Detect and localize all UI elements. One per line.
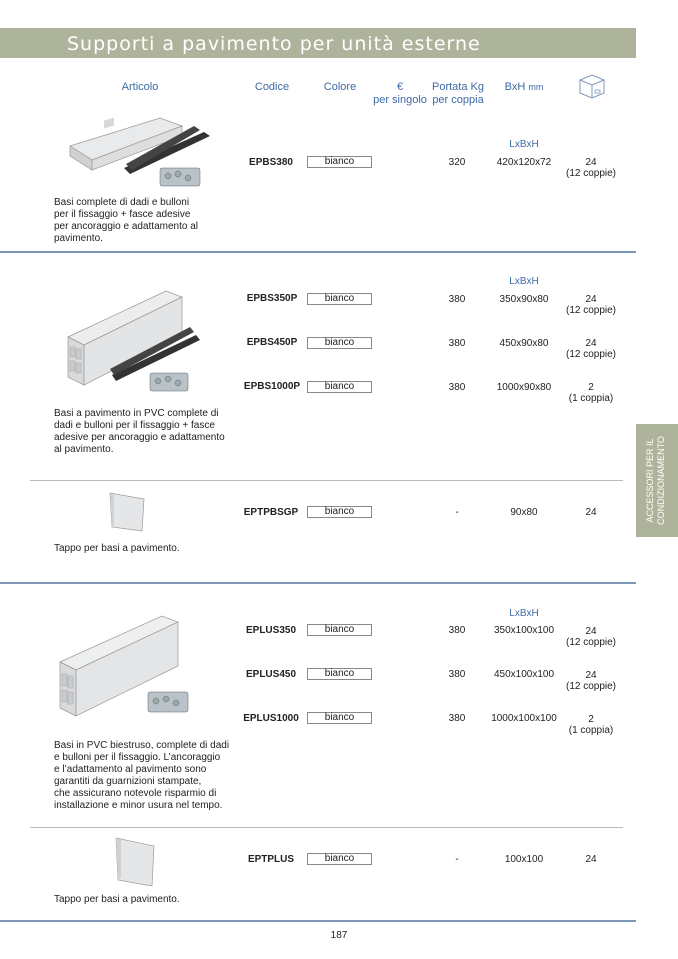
header-portata — [430, 81, 486, 107]
header-prezzo-sub: per singolo — [373, 94, 427, 106]
pack-qty — [555, 670, 627, 692]
box-icon — [578, 73, 606, 99]
desc-line: al pavimento. — [54, 444, 114, 455]
color-field: bianco — [307, 156, 372, 168]
color-field: bianco — [307, 293, 372, 305]
pack-qty-sub: (12 coppie) — [565, 681, 617, 692]
product-code: EPTPBSGP — [243, 507, 299, 518]
header-articolo: Articolo — [121, 81, 159, 93]
desc-line: dadi e bulloni per il fissaggio + fasce — [54, 420, 215, 431]
dims-value: 450x90x80 — [499, 338, 549, 349]
color-field: bianco — [307, 506, 372, 518]
dims-value: 450x100x100 — [493, 669, 555, 680]
load-value: 380 — [448, 669, 466, 680]
color-field: bianco — [307, 337, 372, 349]
subsection-divider — [30, 480, 623, 481]
header-bxh-label: BxH — [504, 81, 526, 93]
pack-qty-value: 2 — [588, 382, 594, 393]
product-code: EPBS350P — [246, 293, 298, 304]
side-tab — [636, 424, 678, 537]
section-divider — [0, 920, 636, 922]
product-code: EPBS380 — [249, 157, 293, 168]
header-bxh — [495, 81, 553, 94]
pack-qty-value: 24 — [585, 294, 597, 305]
pack-qty — [555, 507, 627, 518]
desc-line: per il fissaggio + fasce adesive — [54, 209, 191, 220]
section-4-description — [54, 740, 229, 812]
desc-line: pavimento. — [54, 233, 103, 244]
load-value: 380 — [448, 294, 466, 305]
desc-line: che assicurano notevole risparmio di — [54, 788, 217, 799]
desc-line: per ancoraggio e adattamento al — [54, 221, 198, 232]
load-value: 320 — [448, 157, 466, 168]
side-tab-label: ACCESSORI PER IL CONDIZIONAMENTO — [645, 436, 666, 525]
dims-value: 1000x100x100 — [491, 713, 557, 724]
product-code: EPBS1000P — [243, 381, 301, 392]
pack-qty — [555, 854, 627, 865]
page-number: 187 — [330, 930, 348, 941]
pack-qty-value: 24 — [585, 338, 597, 349]
pack-qty-value: 24 — [585, 670, 597, 681]
desc-line: Basi a pavimento in PVC complete di — [54, 408, 219, 419]
color-field: bianco — [307, 668, 372, 680]
dims-label: LxBxH — [509, 139, 539, 150]
dims-value: 420x120x72 — [496, 157, 552, 168]
pack-qty-sub: (12 coppie) — [565, 349, 617, 360]
pack-qty-sub: (1 coppia) — [568, 393, 614, 404]
section-3-description: Tappo per basi a pavimento. — [54, 543, 180, 554]
dims-value: 350x100x100 — [493, 625, 555, 636]
desc-line: Basi complete di dadi e bulloni — [54, 197, 190, 208]
dims-value: 1000x90x80 — [496, 382, 552, 393]
pack-qty-value: 24 — [585, 626, 597, 637]
desc-line: e l’adattamento al pavimento sono — [54, 764, 207, 775]
pack-qty-sub: (12 coppie) — [565, 305, 617, 316]
header-bxh-unit: mm — [528, 82, 544, 92]
product-code: EPTPLUS — [247, 854, 295, 865]
product-image-cap-eptpbsgp — [106, 489, 148, 535]
product-image-base-epbs380 — [64, 112, 214, 194]
dims-value: 90x80 — [510, 507, 538, 518]
pack-qty-value: 24 — [585, 854, 597, 865]
pack-qty-sub: (12 coppie) — [565, 168, 617, 179]
pack-qty — [555, 714, 627, 736]
section-2-description — [54, 408, 225, 456]
desc-line: installazione e minor usura nel tempo. — [54, 800, 223, 811]
page-title: Supporti a pavimento per unità esterne — [67, 33, 481, 55]
product-image-base-eplus — [54, 612, 218, 720]
dims-label: LxBxH — [509, 608, 539, 619]
pack-qty-value: 2 — [588, 714, 594, 725]
desc-line: adesive per ancoraggio e adattamento — [54, 432, 225, 443]
load-value: - — [455, 854, 459, 865]
pack-qty-sub: (12 coppie) — [565, 637, 617, 648]
section-divider — [0, 251, 636, 253]
pack-qty — [555, 382, 627, 404]
product-code: EPLUS450 — [245, 669, 297, 680]
header-codice: Codice — [254, 81, 290, 93]
pack-qty — [555, 338, 627, 360]
product-code: EPLUS1000 — [243, 713, 299, 724]
header-portata-sub: per coppia — [432, 94, 484, 106]
pack-qty-sub: (1 coppia) — [568, 725, 614, 736]
color-field: bianco — [307, 712, 372, 724]
desc-line: Basi in PVC biestruso, complete di dadi — [54, 740, 230, 751]
pack-qty — [555, 294, 627, 316]
header-prezzo-symbol: € — [396, 81, 404, 93]
desc-line: garantiti da guarnizioni stampate, — [54, 776, 202, 787]
product-image-cap-eptplus — [112, 834, 158, 890]
header-colore: Colore — [323, 81, 357, 93]
product-code: EPBS450P — [246, 337, 298, 348]
color-field: bianco — [307, 624, 372, 636]
section-divider — [0, 582, 636, 584]
dims-value: 100x100 — [504, 854, 544, 865]
dims-label: LxBxH — [509, 276, 539, 287]
load-value: 380 — [448, 625, 466, 636]
desc-line: e bulloni per il fissaggio. L’ancoraggio — [54, 752, 221, 763]
product-code: EPLUS350 — [245, 625, 297, 636]
color-field: bianco — [307, 853, 372, 865]
load-value: - — [455, 507, 459, 518]
product-image-base-epbs-p — [60, 285, 218, 397]
dims-value: 350x90x80 — [499, 294, 549, 305]
header-portata-label: Portata Kg — [432, 81, 484, 93]
pack-qty-value: 24 — [585, 157, 597, 168]
subsection-divider — [30, 827, 623, 828]
section-1-description — [54, 197, 198, 245]
load-value: 380 — [448, 713, 466, 724]
load-value: 380 — [448, 382, 466, 393]
color-field: bianco — [307, 381, 372, 393]
pack-qty — [555, 157, 627, 179]
title-banner — [0, 28, 636, 58]
section-5-description: Tappo per basi a pavimento. — [54, 894, 180, 905]
pack-qty — [555, 626, 627, 648]
header-prezzo — [370, 81, 430, 107]
load-value: 380 — [448, 338, 466, 349]
pack-qty-value: 24 — [585, 507, 597, 518]
